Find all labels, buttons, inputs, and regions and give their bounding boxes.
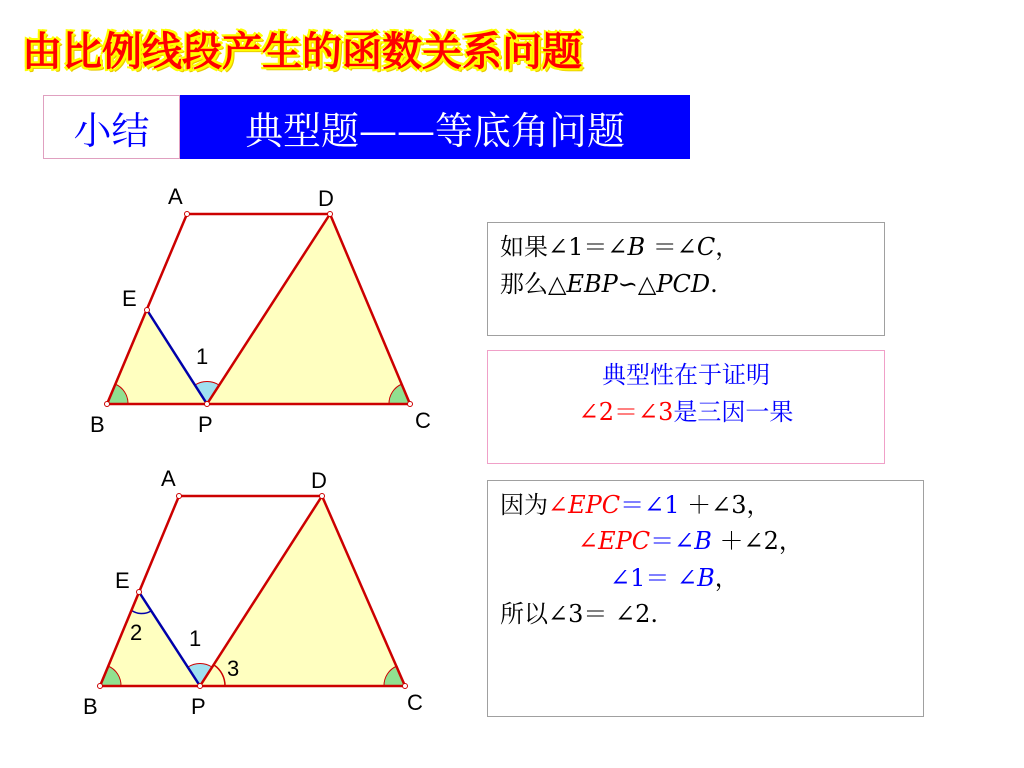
proof-line-2: ∠EPC＝∠B ＋∠2， [578, 527, 803, 556]
proof-box [487, 480, 924, 717]
tab-heading: 典型题——等底角问题 [180, 95, 690, 159]
label-angle-1-2: 1 [189, 626, 202, 651]
key-point-box [487, 350, 885, 464]
proof-line-3: ∠1＝ ∠B， [610, 563, 739, 592]
label-angle-1: 1 [196, 344, 209, 369]
label-p-2: P [191, 694, 206, 719]
key-point-line-1: 典型性在于证明 [602, 361, 770, 389]
label-c-2: C [407, 690, 423, 715]
condition-line: 如果∠1＝∠B ＝∠C， [500, 233, 740, 261]
label-p: P [198, 412, 213, 437]
triangle-pcd [207, 214, 410, 404]
label-c: C [415, 408, 431, 433]
label-e-2: E [115, 568, 130, 593]
label-a-2: A [161, 466, 176, 491]
proof-line-1: 因为∠EPC＝∠1 ＋∠3， [500, 491, 771, 519]
tab-summary: 小结 [43, 95, 180, 159]
label-d-2: D [311, 468, 327, 493]
figure-2-trapezoid [75, 462, 445, 722]
label-d: D [318, 186, 334, 211]
label-b-2: B [83, 694, 98, 719]
conclusion-line: 那么△EBP∽△PCD. [500, 270, 718, 299]
figure-1-trapezoid [80, 180, 450, 440]
label-e: E [122, 286, 137, 311]
label-angle-3: 3 [227, 656, 240, 681]
proof-line-4: 所以∠3＝ ∠2. [500, 600, 659, 629]
similarity-statement-box [487, 222, 885, 336]
label-a: A [168, 184, 183, 209]
label-b: B [90, 412, 105, 437]
key-point-line-2: ∠2＝∠3是三因一果 [578, 398, 794, 427]
label-angle-2: 2 [130, 620, 143, 645]
page-title: 由比例线段产生的函数关系问题 [22, 29, 582, 75]
